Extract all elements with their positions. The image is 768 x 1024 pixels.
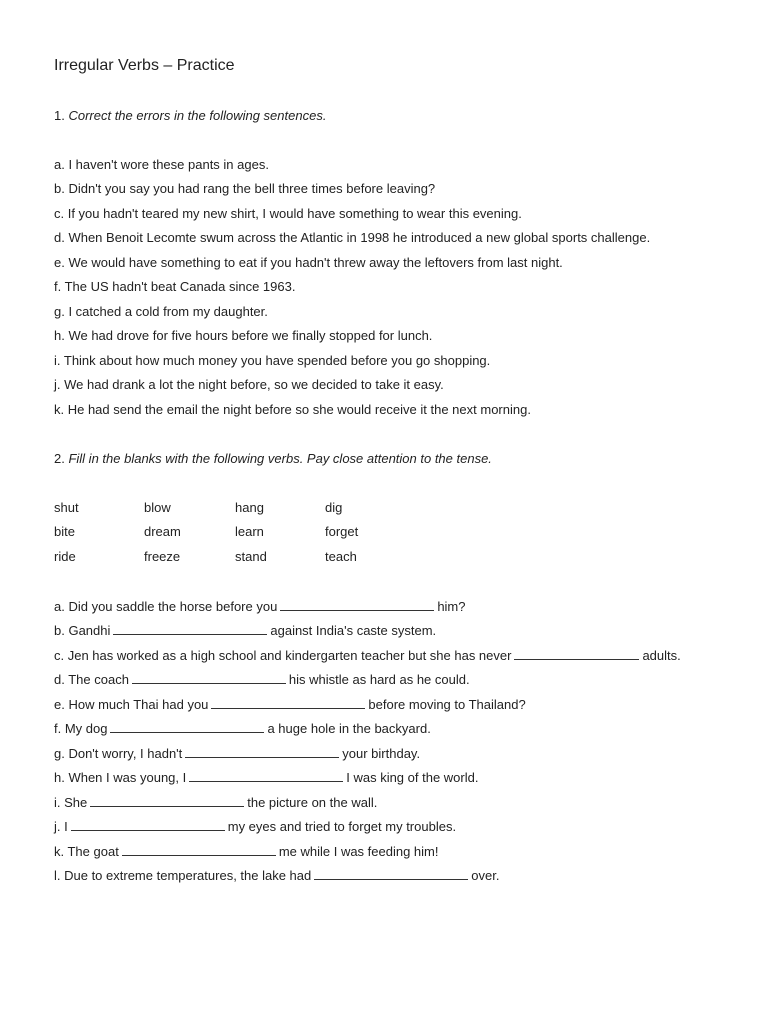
correction-item: e. We would have something to eat if you hadn't threw away the leftovers from last night.: [54, 255, 563, 270]
correction-item: i. Think about how much money you have spended before you go shopping.: [54, 353, 491, 368]
correction-item: h. We had drove for five hours before we finally stopped for lunch.: [54, 328, 433, 343]
fill-blank-suffix: I was king of the world.: [346, 770, 479, 785]
correction-item: c. If you hadn't teared my new shirt, I would have something to wear this evening.: [54, 206, 522, 221]
word-bank-item: learn: [235, 524, 264, 539]
fill-blank-suffix: over.: [471, 868, 500, 883]
fill-blank-prefix: h. When I was young, I: [54, 770, 187, 785]
answer-blank[interactable]: [514, 647, 639, 660]
section2-heading: [54, 451, 492, 467]
word-bank-item: blow: [144, 500, 171, 515]
correction-item: d. When Benoit Lecomte swum across the Atlantic in 1998 he introduced a new global sports challenge.: [54, 230, 651, 245]
word-bank-item: forget: [325, 524, 359, 539]
fill-blank-item: [54, 671, 470, 688]
answer-blank[interactable]: [211, 696, 365, 709]
fill-blank-suffix: him?: [437, 599, 466, 614]
word-bank-item: teach: [325, 549, 357, 564]
fill-blank-prefix: d. The coach: [54, 672, 129, 687]
correction-item: a. I haven't wore these pants in ages.: [54, 157, 269, 172]
fill-blank-item: [54, 867, 499, 884]
word-bank-item: dig: [325, 500, 343, 515]
answer-blank[interactable]: [132, 671, 286, 684]
correction-item: f. The US hadn't beat Canada since 1963.: [54, 279, 296, 294]
fill-blank-prefix: j. I: [54, 819, 68, 834]
answer-blank[interactable]: [122, 843, 276, 856]
word-bank-item: freeze: [144, 549, 181, 564]
fill-blank-item: [54, 745, 420, 762]
fill-blank-suffix: me while I was feeding him!: [278, 844, 439, 859]
fill-blank-item: [54, 843, 439, 860]
correction-item: g. I catched a cold from my daughter.: [54, 304, 268, 319]
fill-blank-prefix: g. Don't worry, I hadn't: [54, 746, 183, 761]
page-title: Irregular Verbs – Practice: [54, 57, 235, 74]
fill-blank-suffix: against India's caste system.: [270, 623, 437, 638]
fill-blank-prefix: k. The goat: [54, 844, 119, 859]
section1-heading: [54, 108, 326, 124]
fill-blank-item: [54, 720, 431, 737]
answer-blank[interactable]: [314, 867, 468, 880]
fill-blank-prefix: b. Gandhi: [54, 623, 111, 638]
fill-blank-suffix: before moving to Thailand?: [368, 697, 526, 712]
fill-blank-item: [54, 818, 456, 835]
answer-blank[interactable]: [110, 720, 264, 733]
answer-blank[interactable]: [280, 598, 434, 611]
fill-blank-item: [54, 769, 478, 786]
answer-blank[interactable]: [113, 622, 267, 635]
fill-blank-prefix: l. Due to extreme temperatures, the lake had: [54, 868, 312, 883]
word-bank-item: shut: [54, 500, 79, 515]
section1-instruction: Correct the errors in the following sentences.: [68, 108, 327, 123]
word-bank-item: bite: [54, 524, 75, 539]
fill-blank-item: [54, 696, 526, 713]
fill-blank-suffix: the picture on the wall.: [247, 795, 378, 810]
fill-blank-suffix: adults.: [642, 648, 681, 663]
fill-blank-prefix: a. Did you saddle the horse before you: [54, 599, 278, 614]
answer-blank[interactable]: [90, 794, 244, 807]
fill-blank-prefix: c. Jen has worked as a high school and kindergarten teacher but she has never: [54, 648, 512, 663]
correction-item: k. He had send the email the night before so she would receive it the next morning.: [54, 402, 531, 417]
fill-blank-suffix: a huge hole in the backyard.: [267, 721, 431, 736]
answer-blank[interactable]: [71, 818, 225, 831]
fill-blank-item: [54, 794, 377, 811]
fill-blank-suffix: your birthday.: [342, 746, 421, 761]
fill-blank-item: [54, 647, 681, 664]
answer-blank[interactable]: [185, 745, 339, 758]
section2-number: 2.: [54, 451, 65, 466]
answer-blank[interactable]: [189, 769, 343, 782]
word-bank-item: dream: [144, 524, 181, 539]
fill-blank-prefix: e. How much Thai had you: [54, 697, 209, 712]
fill-blank-suffix: his whistle as hard as he could.: [288, 672, 470, 687]
fill-blank-prefix: i. She: [54, 795, 88, 810]
fill-blank-prefix: f. My dog: [54, 721, 108, 736]
correction-item: j. We had drank a lot the night before, so we decided to take it easy.: [54, 377, 444, 392]
section2-instruction: Fill in the blanks with the following verbs. Pay close attention to the tense.: [68, 451, 492, 466]
fill-blank-suffix: my eyes and tried to forget my troubles.: [227, 819, 457, 834]
section1-number: 1.: [54, 108, 65, 123]
fill-blank-item: [54, 622, 436, 639]
word-bank-item: hang: [235, 500, 264, 515]
fill-blank-item: [54, 598, 466, 615]
word-bank-item: stand: [235, 549, 267, 564]
word-bank-item: ride: [54, 549, 76, 564]
correction-item: b. Didn't you say you had rang the bell three times before leaving?: [54, 181, 436, 196]
